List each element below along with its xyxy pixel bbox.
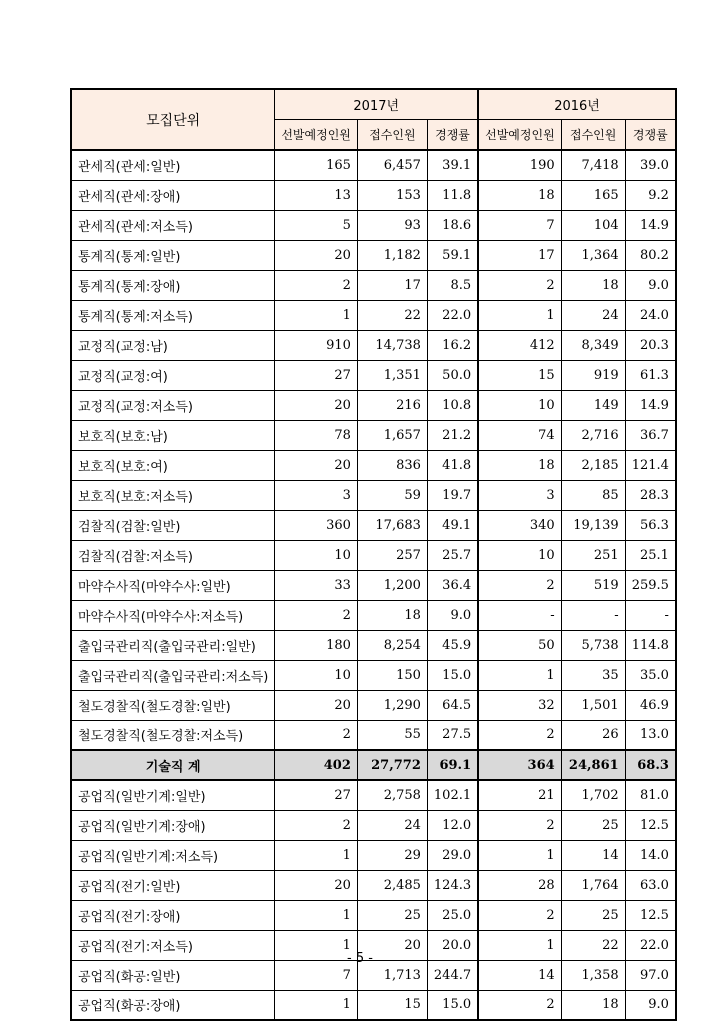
cell-planned-2017: 1: [275, 840, 358, 870]
cell-unit-name: 철도경찰직(철도경찰:일반): [71, 690, 275, 720]
cell-planned-2016: 50: [478, 630, 561, 660]
cell-planned-2016: -: [478, 600, 561, 630]
cell-ratio-2017: 19.7: [427, 480, 478, 510]
cell-planned-2017: 180: [275, 630, 358, 660]
table-row: [71, 630, 676, 660]
table-row: [71, 240, 676, 270]
cell-unit-name: 관세직(관세:장애): [71, 180, 275, 210]
cell-applicants-2016: 24,861: [561, 750, 625, 780]
cell-unit-name: 교정직(교정:남): [71, 330, 275, 360]
cell-ratio-2017: 8.5: [427, 270, 478, 300]
cell-ratio-2017: 10.8: [427, 390, 478, 420]
total-row: [71, 750, 676, 780]
cell-unit-name: 공업직(일반기계:장애): [71, 810, 275, 840]
cell-applicants-2017: 216: [357, 390, 427, 420]
cell-ratio-2017: 20.0: [427, 930, 478, 960]
cell-unit-name: 마약수사직(마약수사:저소득): [71, 600, 275, 630]
cell-planned-2017: 10: [275, 660, 358, 690]
cell-planned-2017: 20: [275, 390, 358, 420]
cell-applicants-2016: 25: [561, 900, 625, 930]
cell-planned-2016: 18: [478, 450, 561, 480]
cell-planned-2017: 1: [275, 900, 358, 930]
cell-ratio-2016: 14.9: [625, 210, 676, 240]
cell-planned-2017: 165: [275, 150, 358, 180]
table-row: [71, 150, 676, 180]
cell-unit-name: 공업직(화공:장애): [71, 990, 275, 1020]
table-row: [71, 540, 676, 570]
cell-planned-2016: 2: [478, 810, 561, 840]
cell-ratio-2016: 9.0: [625, 990, 676, 1020]
cell-unit-name: 관세직(관세:저소득): [71, 210, 275, 240]
cell-planned-2016: 3: [478, 480, 561, 510]
cell-applicants-2016: 1,358: [561, 960, 625, 990]
cell-applicants-2017: 257: [357, 540, 427, 570]
cell-unit-name: 검찰직(검찰:일반): [71, 510, 275, 540]
cell-applicants-2016: 22: [561, 930, 625, 960]
cell-applicants-2017: 1,290: [357, 690, 427, 720]
cell-ratio-2017: 22.0: [427, 300, 478, 330]
cell-ratio-2016: 20.3: [625, 330, 676, 360]
cell-unit-name: 공업직(전기:일반): [71, 870, 275, 900]
cell-unit-name: 출입국관리직(출입국관리:저소득): [71, 660, 275, 690]
cell-ratio-2016: 9.2: [625, 180, 676, 210]
cell-ratio-2017: 39.1: [427, 150, 478, 180]
cell-ratio-2016: 63.0: [625, 870, 676, 900]
cell-applicants-2016: 919: [561, 360, 625, 390]
cell-unit-name: 통계직(통계:장애): [71, 270, 275, 300]
cell-planned-2017: 20: [275, 870, 358, 900]
table-row: [71, 570, 676, 600]
cell-applicants-2017: 1,657: [357, 420, 427, 450]
cell-planned-2016: 1: [478, 300, 561, 330]
cell-applicants-2016: 251: [561, 540, 625, 570]
cell-ratio-2016: 22.0: [625, 930, 676, 960]
header-col-ratio-2016: 경쟁률: [625, 119, 676, 150]
cell-ratio-2017: 102.1: [427, 780, 478, 810]
cell-ratio-2016: 28.3: [625, 480, 676, 510]
cell-ratio-2016: 61.3: [625, 360, 676, 390]
cell-unit-name: 기술직 계: [71, 750, 275, 780]
cell-planned-2017: 7: [275, 960, 358, 990]
cell-ratio-2017: 69.1: [427, 750, 478, 780]
cell-planned-2016: 7: [478, 210, 561, 240]
cell-ratio-2017: 12.0: [427, 810, 478, 840]
table-header: [71, 89, 676, 150]
cell-ratio-2017: 59.1: [427, 240, 478, 270]
cell-unit-name: 통계직(통계:저소득): [71, 300, 275, 330]
cell-planned-2016: 2: [478, 720, 561, 750]
cell-planned-2017: 13: [275, 180, 358, 210]
cell-unit-name: 공업직(전기:저소득): [71, 930, 275, 960]
cell-applicants-2016: 26: [561, 720, 625, 750]
cell-applicants-2017: 22: [357, 300, 427, 330]
cell-ratio-2017: 45.9: [427, 630, 478, 660]
cell-unit-name: 관세직(관세:일반): [71, 150, 275, 180]
cell-ratio-2016: 9.0: [625, 270, 676, 300]
cell-ratio-2017: 21.2: [427, 420, 478, 450]
cell-applicants-2016: 165: [561, 180, 625, 210]
cell-planned-2016: 14: [478, 960, 561, 990]
cell-applicants-2016: 519: [561, 570, 625, 600]
header-year-2017: 2017년: [275, 89, 478, 119]
cell-applicants-2017: 8,254: [357, 630, 427, 660]
cell-ratio-2016: 114.8: [625, 630, 676, 660]
cell-planned-2016: 74: [478, 420, 561, 450]
cell-unit-name: 공업직(전기:장애): [71, 900, 275, 930]
cell-planned-2016: 412: [478, 330, 561, 360]
cell-applicants-2016: 25: [561, 810, 625, 840]
cell-applicants-2016: 1,702: [561, 780, 625, 810]
cell-ratio-2016: 14.9: [625, 390, 676, 420]
table-row: [71, 870, 676, 900]
cell-applicants-2016: 85: [561, 480, 625, 510]
cell-planned-2016: 2: [478, 990, 561, 1020]
cell-ratio-2017: 15.0: [427, 660, 478, 690]
cell-applicants-2017: 24: [357, 810, 427, 840]
cell-applicants-2016: 19,139: [561, 510, 625, 540]
cell-applicants-2017: 1,182: [357, 240, 427, 270]
cell-ratio-2017: 16.2: [427, 330, 478, 360]
cell-ratio-2016: 46.9: [625, 690, 676, 720]
cell-applicants-2017: 17,683: [357, 510, 427, 540]
cell-ratio-2016: 97.0: [625, 960, 676, 990]
table-row: [71, 600, 676, 630]
cell-ratio-2017: 49.1: [427, 510, 478, 540]
cell-applicants-2016: 149: [561, 390, 625, 420]
table-row: [71, 180, 676, 210]
cell-ratio-2016: 81.0: [625, 780, 676, 810]
cell-unit-name: 공업직(일반기계:저소득): [71, 840, 275, 870]
cell-ratio-2017: 36.4: [427, 570, 478, 600]
cell-planned-2016: 28: [478, 870, 561, 900]
cell-applicants-2016: 18: [561, 270, 625, 300]
cell-ratio-2016: 56.3: [625, 510, 676, 540]
cell-ratio-2016: -: [625, 600, 676, 630]
cell-planned-2017: 27: [275, 360, 358, 390]
cell-ratio-2016: 121.4: [625, 450, 676, 480]
cell-applicants-2016: 24: [561, 300, 625, 330]
cell-ratio-2016: 24.0: [625, 300, 676, 330]
cell-applicants-2016: 104: [561, 210, 625, 240]
cell-applicants-2016: 1,364: [561, 240, 625, 270]
cell-applicants-2016: -: [561, 600, 625, 630]
cell-applicants-2017: 2,485: [357, 870, 427, 900]
table-row: [71, 810, 676, 840]
header-unit: 모집단위: [71, 89, 275, 150]
cell-ratio-2017: 27.5: [427, 720, 478, 750]
cell-ratio-2017: 15.0: [427, 990, 478, 1020]
cell-applicants-2016: 2,716: [561, 420, 625, 450]
header-year-2016: 2016년: [478, 89, 676, 119]
cell-planned-2017: 27: [275, 780, 358, 810]
cell-ratio-2016: 14.0: [625, 840, 676, 870]
cell-planned-2017: 910: [275, 330, 358, 360]
cell-applicants-2017: 1,351: [357, 360, 427, 390]
cell-planned-2017: 3: [275, 480, 358, 510]
cell-applicants-2017: 18: [357, 600, 427, 630]
cell-unit-name: 검찰직(검찰:저소득): [71, 540, 275, 570]
cell-applicants-2017: 153: [357, 180, 427, 210]
cell-ratio-2016: 12.5: [625, 900, 676, 930]
header-col-applicants-2017: 접수인원: [357, 119, 427, 150]
cell-planned-2016: 1: [478, 840, 561, 870]
table-row: [71, 270, 676, 300]
cell-planned-2017: 2: [275, 270, 358, 300]
table-row: [71, 990, 676, 1020]
recruitment-table: [70, 88, 677, 1021]
cell-applicants-2017: 1,200: [357, 570, 427, 600]
cell-ratio-2017: 124.3: [427, 870, 478, 900]
cell-ratio-2016: 68.3: [625, 750, 676, 780]
cell-planned-2017: 78: [275, 420, 358, 450]
cell-unit-name: 공업직(화공:일반): [71, 960, 275, 990]
table-row: [71, 660, 676, 690]
cell-planned-2016: 2: [478, 270, 561, 300]
cell-applicants-2017: 2,758: [357, 780, 427, 810]
cell-planned-2017: 360: [275, 510, 358, 540]
cell-applicants-2017: 1,713: [357, 960, 427, 990]
cell-ratio-2017: 25.0: [427, 900, 478, 930]
cell-planned-2016: 10: [478, 390, 561, 420]
table-row: [71, 720, 676, 750]
table-row: [71, 420, 676, 450]
cell-ratio-2016: 35.0: [625, 660, 676, 690]
cell-applicants-2017: 20: [357, 930, 427, 960]
cell-planned-2016: 15: [478, 360, 561, 390]
header-col-planned-2016: 선발예정인원: [478, 119, 561, 150]
cell-applicants-2017: 29: [357, 840, 427, 870]
cell-planned-2017: 20: [275, 450, 358, 480]
cell-applicants-2017: 27,772: [357, 750, 427, 780]
cell-applicants-2016: 1,764: [561, 870, 625, 900]
cell-planned-2017: 2: [275, 600, 358, 630]
page-number: - 5 -: [347, 951, 373, 966]
cell-planned-2017: 33: [275, 570, 358, 600]
cell-ratio-2016: 259.5: [625, 570, 676, 600]
cell-ratio-2016: 12.5: [625, 810, 676, 840]
cell-applicants-2016: 18: [561, 990, 625, 1020]
cell-ratio-2017: 64.5: [427, 690, 478, 720]
cell-unit-name: 교정직(교정:여): [71, 360, 275, 390]
cell-ratio-2017: 9.0: [427, 600, 478, 630]
cell-planned-2016: 18: [478, 180, 561, 210]
cell-ratio-2016: 25.1: [625, 540, 676, 570]
cell-applicants-2017: 93: [357, 210, 427, 240]
cell-applicants-2017: 25: [357, 900, 427, 930]
header-col-applicants-2016: 접수인원: [561, 119, 625, 150]
table-row: [71, 900, 676, 930]
cell-applicants-2017: 150: [357, 660, 427, 690]
cell-applicants-2016: 2,185: [561, 450, 625, 480]
cell-ratio-2017: 29.0: [427, 840, 478, 870]
cell-planned-2017: 1: [275, 300, 358, 330]
cell-planned-2016: 17: [478, 240, 561, 270]
cell-applicants-2016: 7,418: [561, 150, 625, 180]
cell-ratio-2016: 39.0: [625, 150, 676, 180]
cell-planned-2016: 364: [478, 750, 561, 780]
cell-unit-name: 교정직(교정:저소득): [71, 390, 275, 420]
cell-applicants-2017: 17: [357, 270, 427, 300]
table-row: [71, 330, 676, 360]
cell-planned-2017: 402: [275, 750, 358, 780]
cell-ratio-2017: 41.8: [427, 450, 478, 480]
table-row: [71, 360, 676, 390]
cell-unit-name: 보호직(보호:남): [71, 420, 275, 450]
cell-ratio-2017: 244.7: [427, 960, 478, 990]
cell-unit-name: 철도경찰직(철도경찰:저소득): [71, 720, 275, 750]
cell-ratio-2016: 80.2: [625, 240, 676, 270]
cell-planned-2017: 10: [275, 540, 358, 570]
header-col-planned-2017: 선발예정인원: [275, 119, 358, 150]
table-row: [71, 390, 676, 420]
cell-unit-name: 공업직(일반기계:일반): [71, 780, 275, 810]
cell-planned-2016: 190: [478, 150, 561, 180]
cell-applicants-2016: 8,349: [561, 330, 625, 360]
cell-planned-2017: 20: [275, 240, 358, 270]
cell-planned-2017: 20: [275, 690, 358, 720]
cell-applicants-2017: 6,457: [357, 150, 427, 180]
cell-planned-2016: 2: [478, 900, 561, 930]
cell-applicants-2016: 5,738: [561, 630, 625, 660]
cell-unit-name: 출입국관리직(출입국관리:일반): [71, 630, 275, 660]
cell-applicants-2016: 1,501: [561, 690, 625, 720]
cell-planned-2017: 2: [275, 810, 358, 840]
cell-applicants-2017: 55: [357, 720, 427, 750]
table-row: [71, 480, 676, 510]
table-row: [71, 510, 676, 540]
cell-applicants-2016: 35: [561, 660, 625, 690]
cell-planned-2016: 1: [478, 930, 561, 960]
table-row: [71, 840, 676, 870]
cell-planned-2016: 32: [478, 690, 561, 720]
cell-ratio-2017: 25.7: [427, 540, 478, 570]
cell-planned-2016: 1: [478, 660, 561, 690]
cell-planned-2017: 5: [275, 210, 358, 240]
header-col-ratio-2017: 경쟁률: [427, 119, 478, 150]
table-body: [71, 150, 676, 1020]
cell-ratio-2017: 50.0: [427, 360, 478, 390]
cell-unit-name: 보호직(보호:저소득): [71, 480, 275, 510]
cell-unit-name: 보호직(보호:여): [71, 450, 275, 480]
cell-planned-2016: 21: [478, 780, 561, 810]
cell-unit-name: 통계직(통계:일반): [71, 240, 275, 270]
cell-ratio-2017: 11.8: [427, 180, 478, 210]
cell-applicants-2016: 14: [561, 840, 625, 870]
table-row: [71, 300, 676, 330]
cell-applicants-2017: 14,738: [357, 330, 427, 360]
cell-ratio-2016: 13.0: [625, 720, 676, 750]
cell-planned-2016: 2: [478, 570, 561, 600]
cell-planned-2017: 1: [275, 990, 358, 1020]
cell-planned-2016: 10: [478, 540, 561, 570]
table-row: [71, 780, 676, 810]
cell-applicants-2017: 836: [357, 450, 427, 480]
table-row: [71, 210, 676, 240]
cell-planned-2017: 1: [275, 930, 358, 960]
cell-ratio-2017: 18.6: [427, 210, 478, 240]
cell-ratio-2016: 36.7: [625, 420, 676, 450]
table-row: [71, 690, 676, 720]
cell-unit-name: 마약수사직(마약수사:일반): [71, 570, 275, 600]
cell-applicants-2017: 59: [357, 480, 427, 510]
cell-applicants-2017: 15: [357, 990, 427, 1020]
cell-planned-2016: 340: [478, 510, 561, 540]
table-row: [71, 450, 676, 480]
cell-planned-2017: 2: [275, 720, 358, 750]
